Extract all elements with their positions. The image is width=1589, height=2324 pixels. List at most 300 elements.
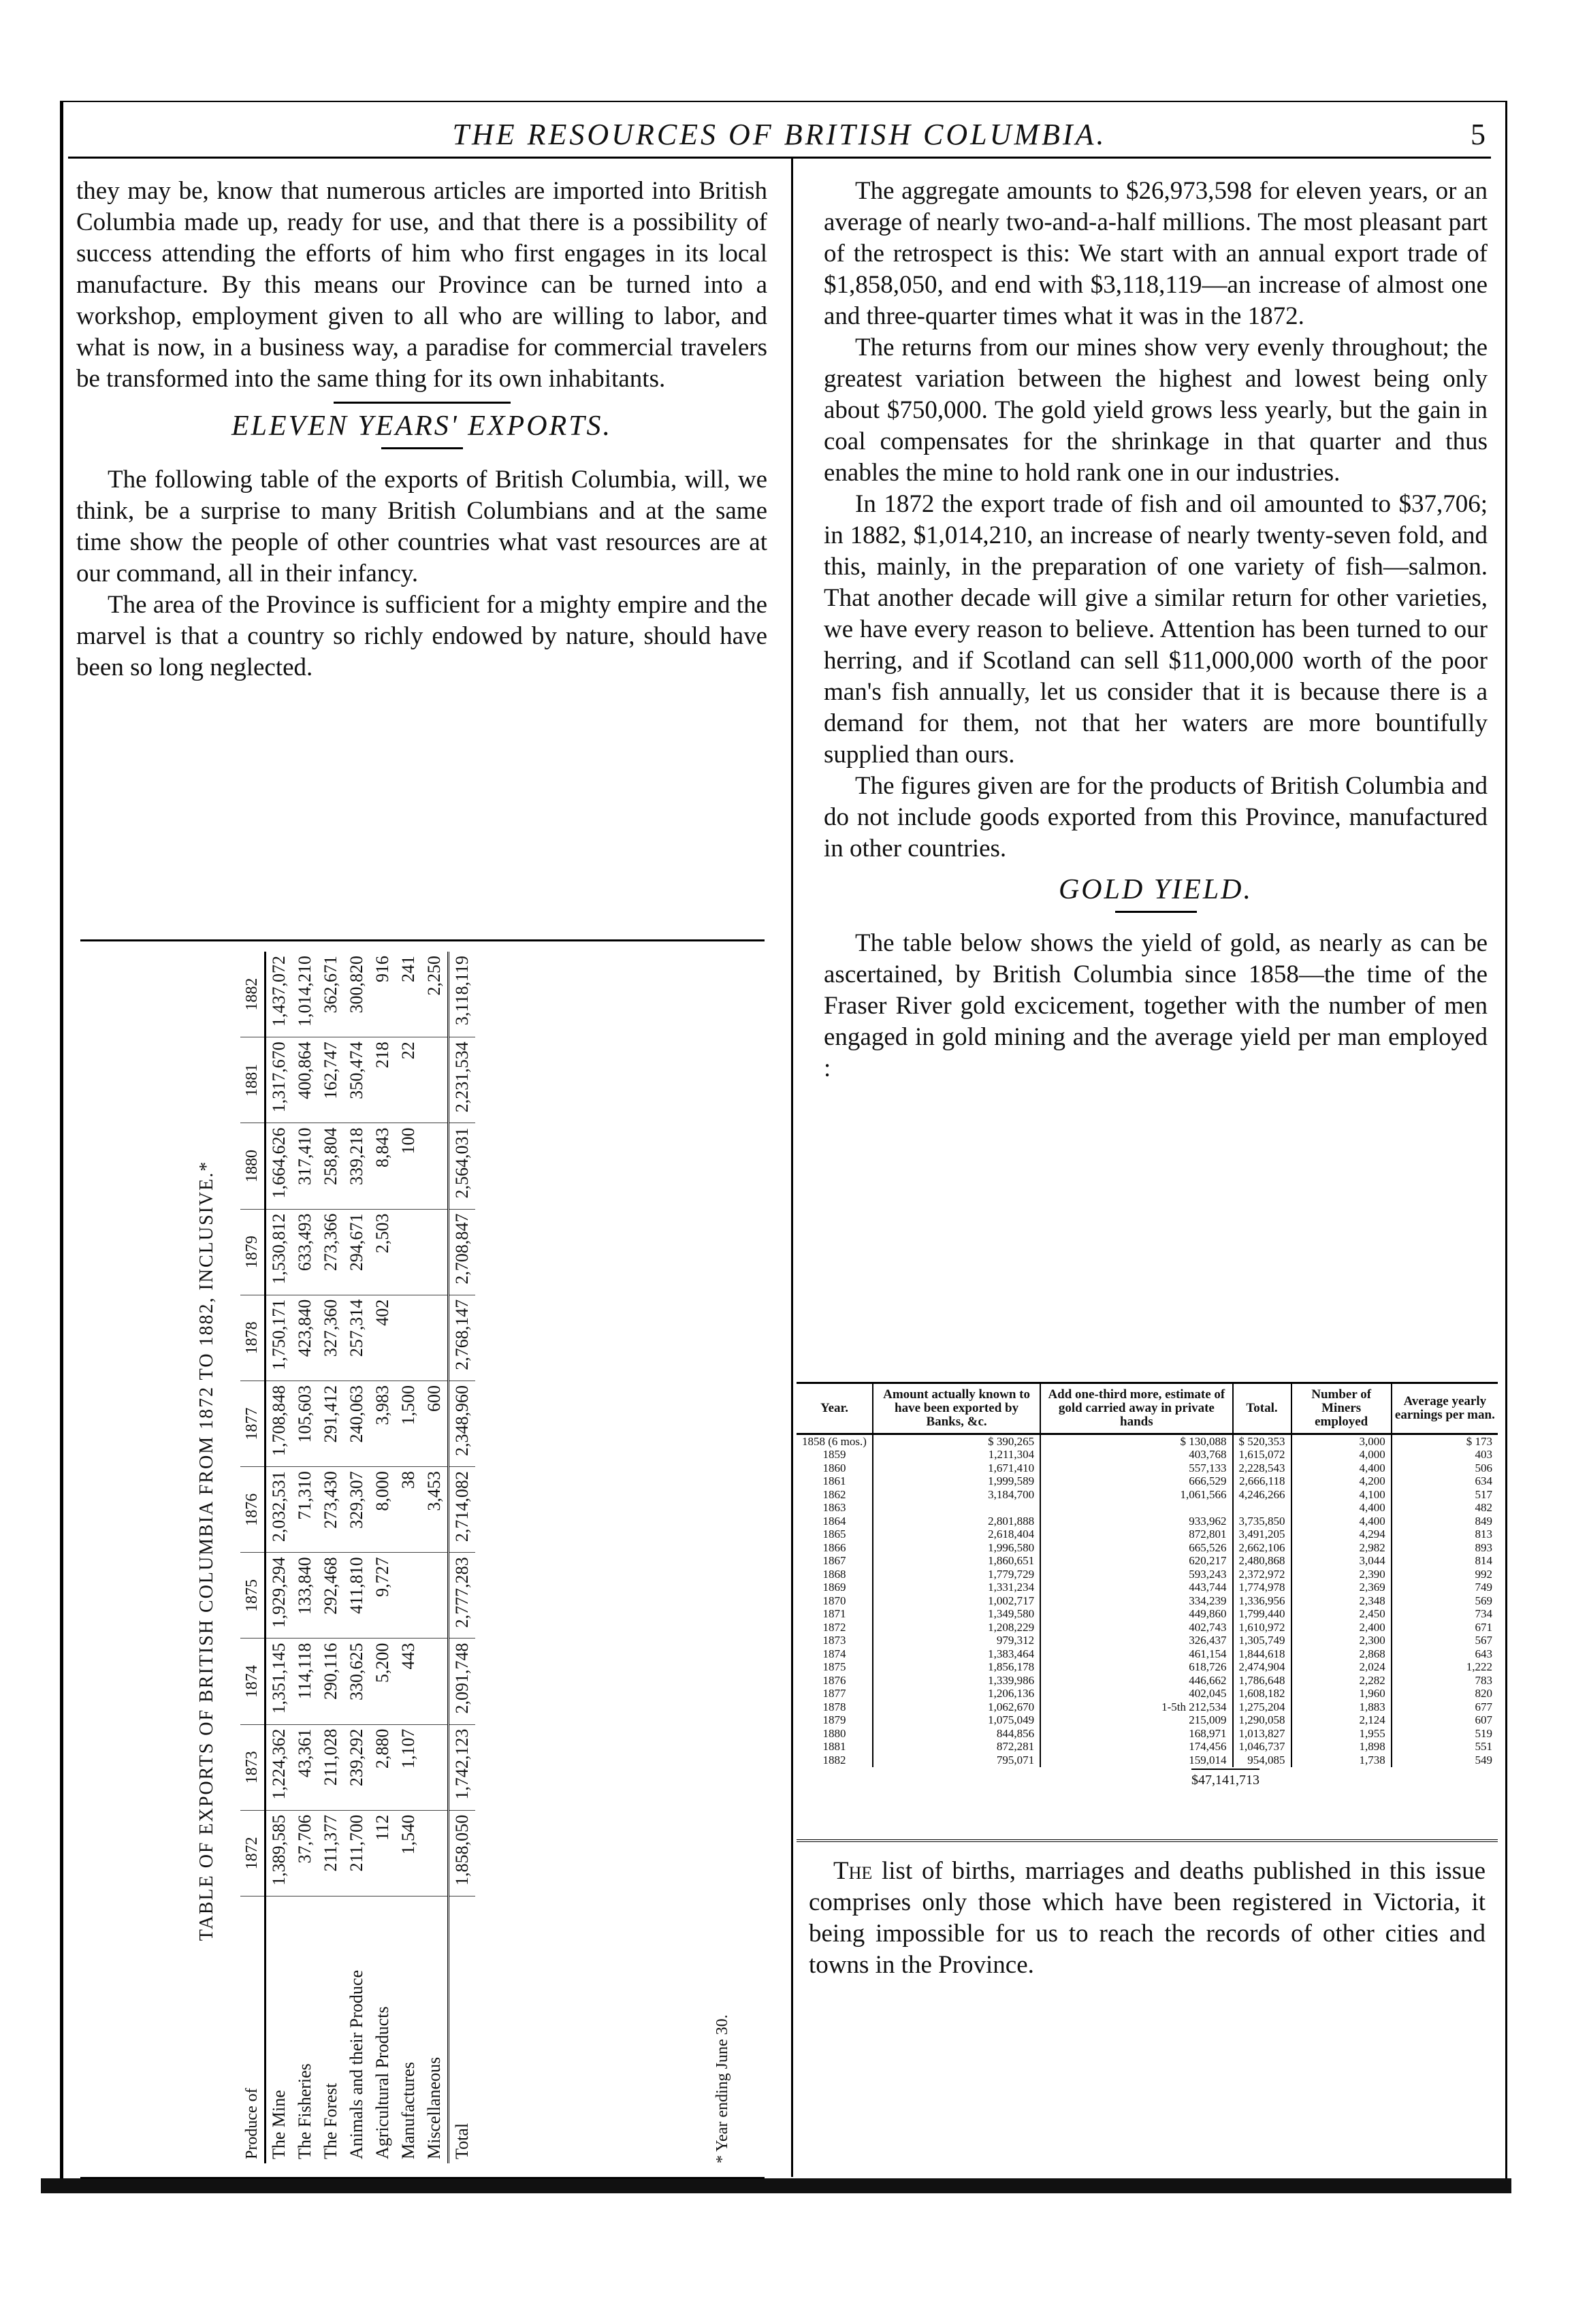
gold-year: 1863 bbox=[822, 1501, 846, 1515]
gold-cell: 402,743 bbox=[1040, 1621, 1232, 1634]
gold-col-header: Number of Miners employed bbox=[1291, 1383, 1392, 1434]
exports-cell: 1,708,848 bbox=[266, 1381, 293, 1466]
gold-cell: 1,786,648 bbox=[1233, 1674, 1291, 1688]
gold-table-region bbox=[797, 1382, 1498, 1788]
gold-cell: 1,013,827 bbox=[1233, 1727, 1291, 1741]
gold-col-header: Total. bbox=[1233, 1383, 1291, 1434]
exports-cell: 1,664,626 bbox=[266, 1123, 293, 1209]
gold-year: 1866 bbox=[822, 1540, 846, 1554]
exports-cell: 2,768,147 bbox=[449, 1295, 476, 1381]
exports-cell: 2,032,531 bbox=[266, 1467, 293, 1553]
gold-cell: 979,312 bbox=[873, 1634, 1040, 1648]
exports-cell: 258,804 bbox=[318, 1123, 344, 1209]
exports-cell: 1,317,670 bbox=[266, 1037, 293, 1123]
gold-year: 1875 bbox=[822, 1660, 846, 1674]
exports-cell: 211,700 bbox=[344, 1810, 370, 1896]
exports-cell bbox=[396, 1553, 421, 1639]
gold-cell: 549 bbox=[1392, 1754, 1498, 1767]
exports-col-produce: Produce of bbox=[240, 1897, 266, 2164]
exports-cell bbox=[421, 1123, 449, 1209]
gold-cell: 749 bbox=[1392, 1581, 1498, 1595]
gold-cell: 783 bbox=[1392, 1674, 1498, 1688]
gold-cell: 461,154 bbox=[1040, 1647, 1232, 1661]
gold-year: 1864 bbox=[822, 1514, 846, 1528]
gold-cell: 517 bbox=[1392, 1488, 1498, 1502]
exports-cell: 3,118,119 bbox=[449, 952, 476, 1037]
gold-cell: 814 bbox=[1392, 1555, 1498, 1568]
gold-row bbox=[797, 1488, 1498, 1502]
gold-yield-table bbox=[797, 1382, 1498, 1767]
gold-row bbox=[797, 1475, 1498, 1489]
exports-col-year: 1882 bbox=[240, 952, 266, 1037]
gold-cell: 174,456 bbox=[1040, 1741, 1232, 1754]
gold-row bbox=[797, 1608, 1498, 1621]
exports-cell: 2,777,283 bbox=[449, 1553, 476, 1639]
exports-col-year: 1872 bbox=[240, 1810, 266, 1896]
exports-cell: 400,864 bbox=[292, 1037, 318, 1123]
exports-table-caption: TABLE OF EXPORTS OF BRITISH COLUMBIA FROM 1872 TO 1882, INCLUSIVE.* bbox=[196, 1160, 217, 1941]
gold-col-header: Average yearly earnings per man. bbox=[1392, 1383, 1498, 1434]
exports-col-year: 1879 bbox=[240, 1209, 266, 1295]
exports-row-label: The Fisheries bbox=[295, 2063, 315, 2159]
gold-cell: 734 bbox=[1392, 1608, 1498, 1621]
gold-cell: 4,400 bbox=[1291, 1515, 1392, 1528]
exports-table-region bbox=[80, 939, 765, 2179]
exports-col-year: 1876 bbox=[240, 1467, 266, 1553]
exports-cell: 105,603 bbox=[292, 1381, 318, 1466]
gold-cell: 872,281 bbox=[873, 1741, 1040, 1754]
exports-cell bbox=[396, 1295, 421, 1381]
exports-row bbox=[421, 952, 449, 2163]
gold-row bbox=[797, 1727, 1498, 1741]
gold-cell: 449,860 bbox=[1040, 1608, 1232, 1621]
gold-cell: 443,744 bbox=[1040, 1581, 1232, 1595]
aggregate-paragraph: The aggregate amounts to $26,973,598 for eleven years, or an average of nearly two-and-a-half millions. The most pleasant part of the retrospect is this: We start with an annual export trade of $1,858,050, and end with $3,118,119—an increase of almost one and three-quarter times what it was in the 1872. bbox=[824, 177, 1488, 330]
gold-grand-total-value: $47,141,713 bbox=[1191, 1769, 1259, 1788]
exports-cell: 241 bbox=[396, 952, 421, 1037]
births-notice-lead: The bbox=[833, 1857, 873, 1885]
gold-row bbox=[797, 1621, 1498, 1634]
gold-row bbox=[797, 1515, 1498, 1528]
gold-cell: 2,801,888 bbox=[873, 1515, 1040, 1528]
gold-cell: 634 bbox=[1392, 1475, 1498, 1489]
exports-cell: 211,028 bbox=[318, 1724, 344, 1810]
gold-cell: 607 bbox=[1392, 1714, 1498, 1728]
gold-cell: 215,009 bbox=[1040, 1714, 1232, 1728]
exports-cell: 218 bbox=[370, 1037, 396, 1123]
gold-year: 1878 bbox=[822, 1700, 846, 1713]
gold-row bbox=[797, 1661, 1498, 1675]
gold-year: 1865 bbox=[822, 1528, 846, 1541]
gold-cell: 3,491,205 bbox=[1233, 1528, 1291, 1542]
exports-cell: 37,706 bbox=[292, 1810, 318, 1896]
gold-cell: 1,774,978 bbox=[1233, 1581, 1291, 1595]
figures-paragraph: The figures given are for the products of British Columbia and do not include goods exported from this Province, manufactured in other countries. bbox=[824, 772, 1488, 862]
gold-row bbox=[797, 1714, 1498, 1728]
exports-row bbox=[370, 952, 396, 2163]
gold-year: 1859 bbox=[822, 1448, 846, 1462]
exports-cell: 1,014,210 bbox=[292, 952, 318, 1037]
exports-cell bbox=[421, 1639, 449, 1724]
exports-row-label: The Forest bbox=[321, 2083, 340, 2159]
gold-cell: $ 173 bbox=[1392, 1434, 1498, 1449]
page-number: 5 bbox=[1471, 118, 1486, 151]
gold-cell: 519 bbox=[1392, 1727, 1498, 1741]
exports-cell: 411,810 bbox=[344, 1553, 370, 1639]
gold-cell: 1,305,749 bbox=[1233, 1634, 1291, 1648]
gold-cell: 1,738 bbox=[1291, 1754, 1392, 1767]
exports-cell: 1,530,812 bbox=[266, 1209, 293, 1295]
exports-cell: 43,361 bbox=[292, 1724, 318, 1810]
gold-cell: 3,044 bbox=[1291, 1555, 1392, 1568]
gold-year: 1870 bbox=[822, 1594, 846, 1607]
gold-cell: 2,228,543 bbox=[1233, 1462, 1291, 1475]
gold-cell: 2,024 bbox=[1291, 1661, 1392, 1675]
exports-row-label: The Mine bbox=[269, 2090, 289, 2159]
gold-cell: 1,615,072 bbox=[1233, 1449, 1291, 1462]
gold-cell: 872,801 bbox=[1040, 1528, 1232, 1542]
exports-cell: 600 bbox=[421, 1381, 449, 1466]
exports-cell: 3,983 bbox=[370, 1381, 396, 1466]
exports-cell: 294,671 bbox=[344, 1209, 370, 1295]
gold-cell bbox=[1233, 1502, 1291, 1515]
gold-row bbox=[797, 1594, 1498, 1608]
gold-year: 1872 bbox=[822, 1620, 846, 1634]
exports-cell: 8,000 bbox=[370, 1467, 396, 1553]
exports-cell: 3,453 bbox=[421, 1467, 449, 1553]
exports-cell: 1,750,171 bbox=[266, 1295, 293, 1381]
gold-cell: 593,243 bbox=[1040, 1568, 1232, 1581]
gold-cell: 1,349,580 bbox=[873, 1608, 1040, 1621]
gold-cell: 2,348 bbox=[1291, 1594, 1392, 1608]
exports-paragraph-1: The following table of the exports of British Columbia, will, we think, be a surprise to many British Columbians and at the same time show the people of other countries what vast resources are at our command, all in their infancy. bbox=[76, 466, 767, 587]
exports-cell: 1,540 bbox=[396, 1810, 421, 1896]
exports-cell: 1,389,585 bbox=[266, 1810, 293, 1896]
gold-cell: $ 390,265 bbox=[873, 1434, 1040, 1449]
gold-row bbox=[797, 1647, 1498, 1661]
exports-cell: 402 bbox=[370, 1295, 396, 1381]
gold-cell: 4,294 bbox=[1291, 1528, 1392, 1542]
exports-cell: 443 bbox=[396, 1639, 421, 1724]
gold-cell: 1,002,717 bbox=[873, 1594, 1040, 1608]
exports-cell bbox=[421, 1810, 449, 1896]
births-notice-paragraph bbox=[809, 1856, 1486, 1981]
section-rule bbox=[334, 402, 511, 404]
gold-cell: 2,300 bbox=[1291, 1634, 1392, 1648]
exports-cell bbox=[396, 1209, 421, 1295]
gold-cell: 1,955 bbox=[1291, 1727, 1392, 1741]
exports-cell: 1,437,072 bbox=[266, 952, 293, 1037]
exports-cell: 2,250 bbox=[421, 952, 449, 1037]
exports-paragraph-2: The area of the Province is sufficient for a mighty empire and the marvel is that a country so richly endowed by nature, should have been so long neglected. bbox=[76, 591, 767, 681]
gold-cell: 666,529 bbox=[1040, 1475, 1232, 1489]
gold-cell: 1,610,972 bbox=[1233, 1621, 1291, 1634]
gold-cell bbox=[1040, 1502, 1232, 1515]
exports-cell: 300,820 bbox=[344, 952, 370, 1037]
gold-cell: 1,062,670 bbox=[873, 1700, 1040, 1714]
gold-cell: 4,400 bbox=[1291, 1462, 1392, 1475]
gold-cell: 4,200 bbox=[1291, 1475, 1392, 1489]
gold-cell: 844,856 bbox=[873, 1727, 1040, 1741]
gold-year: 1868 bbox=[822, 1567, 846, 1581]
gold-grand-total bbox=[797, 1773, 1498, 1788]
gold-cell: 933,962 bbox=[1040, 1515, 1232, 1528]
exports-cell: 1,107 bbox=[396, 1724, 421, 1810]
exports-cell: 273,430 bbox=[318, 1467, 344, 1553]
exports-cell: 350,474 bbox=[344, 1037, 370, 1123]
exports-cell: 339,218 bbox=[344, 1123, 370, 1209]
exports-total-row bbox=[449, 952, 476, 2163]
gold-cell: $ 130,088 bbox=[1040, 1434, 1232, 1449]
gold-cell: 618,726 bbox=[1040, 1661, 1232, 1675]
gold-year: 1876 bbox=[822, 1673, 846, 1687]
exports-cell bbox=[421, 1724, 449, 1810]
exports-row bbox=[318, 952, 344, 2163]
exports-cell: 317,410 bbox=[292, 1123, 318, 1209]
gold-cell: 2,868 bbox=[1291, 1647, 1392, 1661]
exports-cell: 239,292 bbox=[344, 1724, 370, 1810]
exports-cell: 2,503 bbox=[370, 1209, 396, 1295]
exports-cell: 112 bbox=[370, 1810, 396, 1896]
right-column bbox=[824, 176, 1488, 1084]
exports-table bbox=[240, 952, 475, 2163]
exports-cell: 2,348,960 bbox=[449, 1381, 476, 1466]
exports-cell: 1,500 bbox=[396, 1381, 421, 1466]
exports-cell: 916 bbox=[370, 952, 396, 1037]
gold-cell: 446,662 bbox=[1040, 1674, 1232, 1688]
gold-col-header: Year. bbox=[797, 1383, 873, 1434]
exports-col-year: 1878 bbox=[240, 1295, 266, 1381]
gold-year: 1858 (6 mos.) bbox=[802, 1434, 867, 1448]
gold-year: 1880 bbox=[822, 1726, 846, 1740]
exports-cell bbox=[421, 1037, 449, 1123]
gold-cell: 506 bbox=[1392, 1462, 1498, 1475]
gold-row bbox=[797, 1528, 1498, 1542]
gold-cell: 2,480,868 bbox=[1233, 1555, 1291, 1568]
gold-cell: 813 bbox=[1392, 1528, 1498, 1542]
gold-cell: 1,061,566 bbox=[1040, 1488, 1232, 1502]
gold-row bbox=[797, 1741, 1498, 1754]
births-notice-text: list of births, marriages and deaths published in this issue comprises only those which have been registered in Victoria, it being impossible for us to reach the records of other cities and towns in the Province. bbox=[809, 1857, 1486, 1979]
gold-cell: 1,844,618 bbox=[1233, 1647, 1291, 1661]
exports-cell: 8,843 bbox=[370, 1123, 396, 1209]
gold-cell: 1,960 bbox=[1291, 1688, 1392, 1701]
gold-cell: 482 bbox=[1392, 1502, 1498, 1515]
exports-cell: 162,747 bbox=[318, 1037, 344, 1123]
gold-row bbox=[797, 1462, 1498, 1475]
exports-cell: 38 bbox=[396, 1467, 421, 1553]
exports-cell: 240,063 bbox=[344, 1381, 370, 1466]
gold-paragraph: The table below shows the yield of gold, as nearly as can be ascertained, by British Columbia since 1858—the time of the Fraser River gold excicement, together with the number of men engaged in gold mining and the average yield per man employed : bbox=[824, 929, 1488, 1082]
exports-cell: 290,116 bbox=[318, 1639, 344, 1724]
gold-cell: 2,390 bbox=[1291, 1568, 1392, 1581]
gold-cell: 1,206,136 bbox=[873, 1688, 1040, 1701]
gold-cell: 1,336,956 bbox=[1233, 1594, 1291, 1608]
gold-cell: 3,735,850 bbox=[1233, 1515, 1291, 1528]
exports-cell: 633,493 bbox=[292, 1209, 318, 1295]
exports-col-year: 1881 bbox=[240, 1037, 266, 1123]
exports-cell: 2,714,082 bbox=[449, 1467, 476, 1553]
gold-cell: 2,400 bbox=[1291, 1621, 1392, 1634]
gold-cell: 1,290,058 bbox=[1233, 1714, 1291, 1728]
exports-cell: 1,858,050 bbox=[449, 1810, 476, 1896]
gold-year: 1860 bbox=[822, 1461, 846, 1474]
mines-paragraph: The returns from our mines show very evenly throughout; the greatest variation between the highest and lowest being only about $750,000. The gold yield grows less yearly, but the gain in coal compensates for the shrinkage in that quarter and thus enables the mine to hold rank one in our industries. bbox=[824, 334, 1488, 487]
intro-paragraph: they may be, know that numerous articles are imported into British Columbia made up, ready for use, and that there is a possibility of success attending the efforts of him who first engages in its local manufacture. By this means our Province can be turned into a workshop, employment given to all who are willing to labor, and what is now, in a business way, a paradise for commercial travelers be transformed into the same thing for its own inhabitants. bbox=[76, 177, 767, 393]
exports-cell: 330,625 bbox=[344, 1639, 370, 1724]
gold-cell: 643 bbox=[1392, 1647, 1498, 1661]
exports-col-year: 1874 bbox=[240, 1639, 266, 1724]
exports-cell: 327,360 bbox=[318, 1295, 344, 1381]
exports-table-footnote: * Year ending June 30. bbox=[713, 2014, 731, 2163]
gold-yield-heading: GOLD YIELD. bbox=[1058, 874, 1253, 905]
gold-cell: 820 bbox=[1392, 1688, 1498, 1701]
exports-row-label: Miscellaneous bbox=[424, 2056, 444, 2159]
gold-row bbox=[797, 1502, 1498, 1515]
gold-cell: 1,779,729 bbox=[873, 1568, 1040, 1581]
gold-cell: 1,208,229 bbox=[873, 1621, 1040, 1634]
gold-row bbox=[797, 1434, 1498, 1449]
gold-cell: 1,275,204 bbox=[1233, 1700, 1291, 1714]
exports-row-label: Manufactures bbox=[398, 2062, 418, 2159]
gold-cell: 1,999,589 bbox=[873, 1475, 1040, 1489]
page-base-rule bbox=[41, 2178, 1511, 2193]
exports-cell: 22 bbox=[396, 1037, 421, 1123]
fish-paragraph: In 1872 the export trade of fish and oil amounted to $37,706; in 1882, $1,014,210, an increase of nearly twenty-seven fold, and this, mainly, in the preparation of one variety of fish—salmon. That another decade will give a similar return for other varieties, we have every reason to believe. Attention has been turned to our herring, and if Scotland can sell $11,000,000 worth of the poor man's fish annually, let us consider that it is because there is a demand for them, not that her waters are more bountifully supplied than ours. bbox=[824, 490, 1488, 769]
gold-cell: 1-5th 212,534 bbox=[1040, 1700, 1232, 1714]
gold-cell: 1,898 bbox=[1291, 1741, 1392, 1754]
gold-row bbox=[797, 1754, 1498, 1767]
page-header bbox=[68, 116, 1491, 159]
exports-cell: 273,366 bbox=[318, 1209, 344, 1295]
gold-cell: 671 bbox=[1392, 1621, 1498, 1634]
gold-cell: 403 bbox=[1392, 1449, 1498, 1462]
gold-cell: 665,526 bbox=[1040, 1541, 1232, 1555]
gold-cell: 1,339,986 bbox=[873, 1674, 1040, 1688]
exports-cell: 423,840 bbox=[292, 1295, 318, 1381]
gold-cell: 2,282 bbox=[1291, 1674, 1392, 1688]
gold-cell: 569 bbox=[1392, 1594, 1498, 1608]
exports-row bbox=[292, 952, 318, 2163]
exports-row bbox=[266, 952, 293, 2163]
gold-col-header: Amount actually known to have been exported by Banks, &c. bbox=[873, 1383, 1040, 1434]
gold-cell: 1,608,182 bbox=[1233, 1688, 1291, 1701]
gold-cell bbox=[873, 1502, 1040, 1515]
gold-cell: 1,222 bbox=[1392, 1661, 1498, 1675]
gold-year: 1881 bbox=[822, 1740, 846, 1754]
gold-row bbox=[797, 1581, 1498, 1595]
exports-heading: ELEVEN YEARS' EXPORTS. bbox=[231, 410, 613, 442]
gold-cell: 4,000 bbox=[1291, 1449, 1392, 1462]
gold-cell: 2,474,904 bbox=[1233, 1661, 1291, 1675]
gold-cell: 1,671,410 bbox=[873, 1462, 1040, 1475]
exports-cell: 1,351,145 bbox=[266, 1639, 293, 1724]
gold-year: 1869 bbox=[822, 1581, 846, 1594]
gold-cell: 2,666,118 bbox=[1233, 1475, 1291, 1489]
exports-table-header bbox=[240, 952, 266, 2163]
gold-cell: 893 bbox=[1392, 1541, 1498, 1555]
gold-cell: 620,217 bbox=[1040, 1555, 1232, 1568]
gold-cell: 2,369 bbox=[1291, 1581, 1392, 1595]
gold-row bbox=[797, 1674, 1498, 1688]
exports-cell: 211,377 bbox=[318, 1810, 344, 1896]
column-divider bbox=[791, 158, 793, 2177]
exports-cell: 291,412 bbox=[318, 1381, 344, 1466]
exports-cell bbox=[421, 1295, 449, 1381]
exports-cell: 362,671 bbox=[318, 952, 344, 1037]
gold-cell: 2,982 bbox=[1291, 1541, 1392, 1555]
gold-year: 1879 bbox=[822, 1713, 846, 1727]
exports-cell: 9,727 bbox=[370, 1553, 396, 1639]
gold-cell: 334,239 bbox=[1040, 1594, 1232, 1608]
gold-cell: 2,372,972 bbox=[1233, 1568, 1291, 1581]
running-title: THE RESOURCES OF BRITISH COLUMBIA. bbox=[452, 118, 1107, 151]
gold-cell: 1,860,651 bbox=[873, 1555, 1040, 1568]
gold-row bbox=[797, 1700, 1498, 1714]
exports-cell: 5,200 bbox=[370, 1639, 396, 1724]
gold-cell: 2,124 bbox=[1291, 1714, 1392, 1728]
gold-cell: 992 bbox=[1392, 1568, 1498, 1581]
exports-cell: 1,742,123 bbox=[449, 1724, 476, 1810]
gold-cell: 402,045 bbox=[1040, 1688, 1232, 1701]
gold-row bbox=[797, 1541, 1498, 1555]
left-column bbox=[76, 176, 767, 683]
exports-cell: 2,231,534 bbox=[449, 1037, 476, 1123]
gold-year: 1874 bbox=[822, 1647, 846, 1660]
exports-cell: 1,929,294 bbox=[266, 1553, 293, 1639]
exports-cell: 1,224,362 bbox=[266, 1724, 293, 1810]
gold-row bbox=[797, 1555, 1498, 1568]
gold-cell: 1,046,737 bbox=[1233, 1741, 1291, 1754]
gold-cell: $ 520,353 bbox=[1233, 1434, 1291, 1449]
gold-cell: 954,085 bbox=[1233, 1754, 1291, 1767]
gold-year: 1861 bbox=[822, 1474, 846, 1488]
exports-row bbox=[396, 952, 421, 2163]
gold-cell: 677 bbox=[1392, 1700, 1498, 1714]
gold-cell: 551 bbox=[1392, 1741, 1498, 1754]
gold-year: 1877 bbox=[822, 1687, 846, 1700]
births-notice bbox=[797, 1839, 1498, 1981]
gold-year: 1867 bbox=[822, 1554, 846, 1568]
gold-cell: 1,075,049 bbox=[873, 1714, 1040, 1728]
exports-cell: 2,564,031 bbox=[449, 1123, 476, 1209]
gold-heading-rule bbox=[1115, 911, 1197, 913]
exports-cell: 2,880 bbox=[370, 1724, 396, 1810]
exports-cell: 71,310 bbox=[292, 1467, 318, 1553]
exports-col-year: 1880 bbox=[240, 1123, 266, 1209]
gold-cell: 849 bbox=[1392, 1515, 1498, 1528]
gold-col-header: Add one-third more, estimate of gold carried away in private hands bbox=[1040, 1383, 1232, 1434]
gold-cell: 326,437 bbox=[1040, 1634, 1232, 1648]
exports-col-year: 1875 bbox=[240, 1553, 266, 1639]
gold-year: 1862 bbox=[822, 1487, 846, 1501]
gold-cell: 4,100 bbox=[1291, 1488, 1392, 1502]
gold-cell: 1,211,304 bbox=[873, 1449, 1040, 1462]
gold-cell: 1,856,178 bbox=[873, 1661, 1040, 1675]
gold-table-header bbox=[797, 1383, 1498, 1434]
exports-cell: 2,091,748 bbox=[449, 1639, 476, 1724]
gold-year: 1882 bbox=[822, 1753, 846, 1766]
gold-cell: 2,618,404 bbox=[873, 1528, 1040, 1542]
exports-cell: 114,118 bbox=[292, 1639, 318, 1724]
exports-col-year: 1877 bbox=[240, 1381, 266, 1466]
gold-cell: 1,883 bbox=[1291, 1700, 1392, 1714]
gold-cell: 4,400 bbox=[1291, 1502, 1392, 1515]
exports-col-year: 1873 bbox=[240, 1724, 266, 1810]
gold-year: 1871 bbox=[822, 1607, 846, 1621]
exports-cell: 257,314 bbox=[344, 1295, 370, 1381]
exports-cell: 133,840 bbox=[292, 1553, 318, 1639]
